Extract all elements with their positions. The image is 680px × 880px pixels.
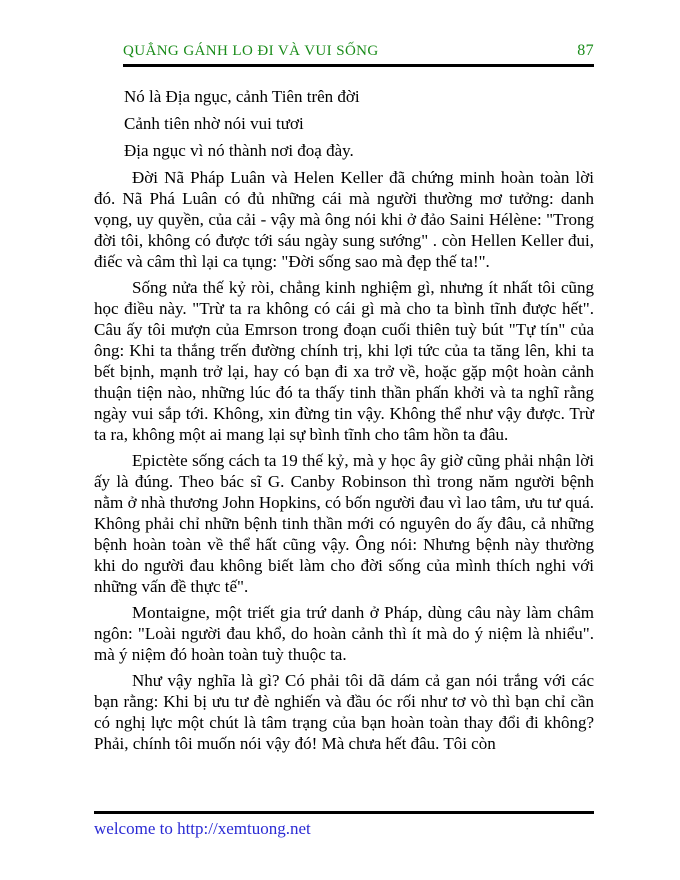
- running-title: QUẲNG GÁNH LO ĐI VÀ VUI SỐNG: [123, 43, 379, 59]
- paragraph-1: Đời Nã Pháp Luân và Helen Keller đã chứng minh hoàn toàn lời đó. Nã Phá Luân có đủ những cái mà người thường mơ tưởng: danh vọng, uy quyền, của cải - vậy mà ông nói khi ở đảo Saini Hélène: "Trong đời tôi, không có được tới sáu ngày sung sướng" . còn Hellen Keller đui, điếc và câm thì lại ca tụng: "Đời sống sao mà đẹp thế ta!".: [94, 168, 594, 271]
- paragraph-4: Montaigne, một triết gia trứ danh ở Pháp, dùng câu này làm châm ngôn: "Loài người đau khổ, do hoàn cảnh thì ít mà do ý niệm là nhiểu". mà ý niệm đó hoàn toàn tuỳ thuộc ta.: [94, 603, 594, 664]
- poem-block: [124, 86, 594, 161]
- page-number: 87: [577, 42, 594, 59]
- poem-line-3: Địa ngục vì nó thành nơi đoạ đày.: [124, 141, 354, 160]
- page-header: [94, 42, 594, 60]
- page-content: [94, 42, 594, 759]
- page-footer: [94, 811, 594, 839]
- footer-rule: [94, 811, 594, 814]
- paragraph-3: Epictète sống cách ta 19 thế kỷ, mà y học ây giờ cũng phải nhận lời ấy là đúng. Theo bác sĩ G. Canby Robinson thì trong năm người bệnh nằm ở nhà thương John Hopkins, có bốn người đau vì lao tâm, ưu tư quá. Không phải chỉ nhữn bệnh tinh thần mới có nguyên do ấy đâu, cả những bệnh hoàn toàn về thể hất cũng vậy. Ông nói: Nhưng bệnh này thường khi do người đau không biết làm cho đời sống của mình thích nghi với những vấn đề thực tế".: [94, 451, 594, 596]
- footer-site-link[interactable]: welcome to http://xemtuong.net: [94, 819, 311, 838]
- poem-line-2: Cảnh tiên nhờ nói vui tươi: [124, 114, 304, 133]
- header-rule: [123, 64, 594, 67]
- paragraph-2: Sống nửa thế kỷ ròi, chẳng kinh nghiệm gì, nhưng ít nhất tôi cũng học điều này. "Trừ ta ra không có cái gì mà cho ta bình tĩnh được hết". Câu ấy tôi mượn của Emrson trong đoạn cuối thiên tuỳ bút "Tự tín" của ông: Khi ta thắng trến đường chính trị, khi lợi tức của ta tăng lên, khi ta bết bịnh, mạnh trở lại, hay có bạn đi xa trở về, hoặc gặp một hoàn cảnh thuận tiện nào, những lúc đó ta thấy tinh thần phấn khởi và ta nghĩ rằng ngày vui sắp tới. Không, xin đừng tin vậy. Không thể như vậy được. Trừ ta ra, không một ai mang lại sự bình tĩnh cho tâm hồn ta đâu.: [94, 278, 594, 444]
- paragraph-5: Như vậy nghĩa là gì? Có phải tôi dã dám cả gan nói trắng với các bạn rằng: Khi bị ưu tư đè nghiến và đầu óc rối như tơ vò thì bạn chỉ cần có nghị lực một chút là tâm trạng của bạn hoàn toàn thay đổi đi không? Phải, chính tôi muốn nói vậy đó! Mà chưa hết đâu. Tôi còn: [94, 671, 594, 753]
- poem-line-1: Nó là Địa ngục, cảnh Tiên trên đời: [124, 87, 360, 106]
